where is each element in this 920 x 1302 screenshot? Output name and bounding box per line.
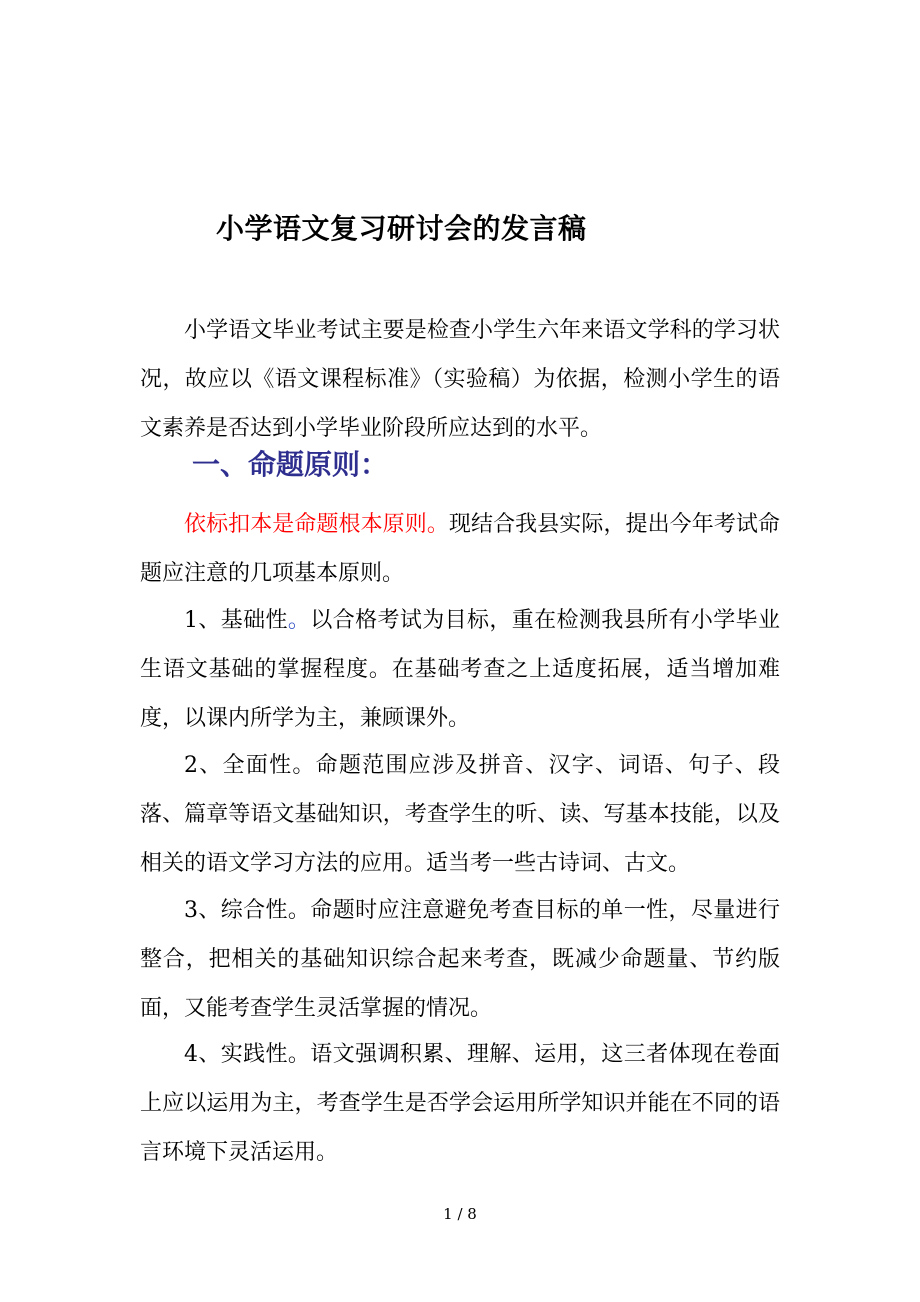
item-basic <box>140 596 780 743</box>
principle-highlight: 依标扣本是命题根本原则。 <box>184 512 449 537</box>
item-practical: 4、实践性。语文强调积累、理解、运用，这三者体现在卷面上应以运用为主，考查学生是否学会运用所学知识并能在不同的语言环境下灵活运用。 <box>140 1042 780 1165</box>
item-comprehensive: 2、全面性。命题范围应涉及拼音、汉字、词语、句子、段落、篇章等语文基础知识，考查学生的听、读、写基本技能，以及相关的语文学习方法的应用。适当考一些古诗词、古文。 <box>140 753 780 876</box>
item-basic-mark: 。 <box>287 608 311 633</box>
item-basic-body: 以合格考试为目标，重在检测我县所有小学毕业生语文基础的掌握程度。在基础考查之上适度拓展，适当增加难度，以课内所学为主，兼顾课外。 <box>140 608 780 731</box>
intro-paragraph: 小学语文毕业考试主要是检查小学生六年来语文学科的学习状况，故应以《语文课程标准》（实验稿）为依据，检测小学生的语文素养是否达到小学毕业阶段所应达到的水平。 <box>140 318 780 441</box>
item-integrated: 3、综合性。命题时应注意避免考查目标的单一性，尽量进行整合，把相关的基础知识综合起来考查，既减少命题量、节约版面，又能考查学生灵活掌握的情况。 <box>140 898 780 1021</box>
page-number: 1 / 8 <box>443 1205 477 1223</box>
principle-rest: 现结合我县实际，提出今年考试命题应注意的几项基本原则。 <box>140 512 780 586</box>
document-title: 小学语文复习研讨会的发言稿 <box>216 212 587 245</box>
principle-paragraph <box>140 500 780 598</box>
section-heading: 一、命题原则： <box>192 448 389 481</box>
item-basic-label: 1、基础性 <box>184 608 288 633</box>
